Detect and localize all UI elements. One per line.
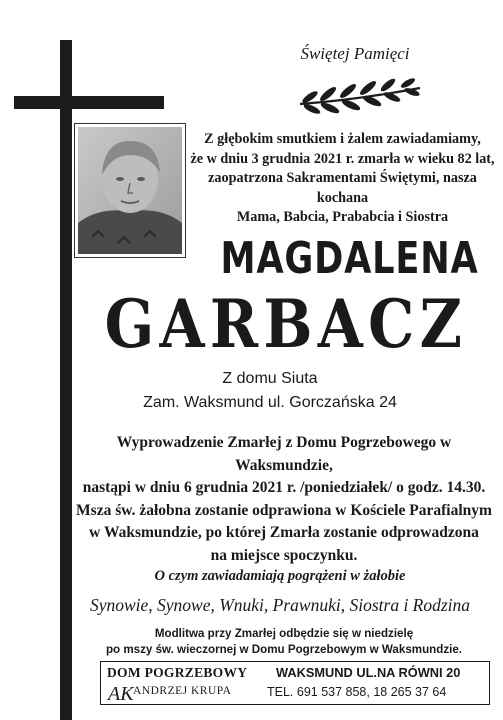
deceased-surname: GARBACZ [104,285,468,363]
funeral-line: w Waksmundzie, po której Zmarła zostanie odprowadzona [89,524,479,541]
cross-icon-arm [14,96,164,109]
deceased-photo [78,127,182,254]
cross-icon [60,40,72,720]
funeral-line: nastąpi w dniu 6 grudnia 2021 r. /poniedziałek/ o godz. 14.30. [82,479,486,496]
residence-address: Zam. Waksmund ul. Gorczańska 24 [143,394,397,411]
announcement-intro [190,130,495,228]
funeral-home-owner: ANDRZEJ KRUPA [133,685,232,697]
intro-line: że w dniu 3 grudnia 2021 r. zmarła w wieku 82 lat, [190,150,495,167]
svg-text:AK: AK [108,683,134,703]
mourners-notice: O czym zawiadamiają pogrążeni w żałobie [154,568,406,584]
intro-line: Z głębokim smutkiem i żalem zawiadamiamy, [204,131,481,147]
deceased-first-name: MAGDALENA [220,233,479,284]
funeral-line: Msza św. żałobna zostanie odprawiona w Kościele Parafialnym [76,501,492,519]
funeral-home-phones: TEL. 691 537 858, 18 265 37 64 [267,685,447,699]
intro-line: zaopatrzona Sakramentami Świętymi, nasza kochana [208,170,477,206]
maiden-name: Z domu Siuta [222,370,318,387]
funeral-line: na miejsce spoczynku. [210,546,358,564]
prayer-line: Modlitwa przy Zmarłej odbędzie się w niedzielę [154,627,414,640]
olive-branch-icon [296,78,424,114]
funeral-line: Wyprowadzenie Zmarłej z Domu Pogrzebowego w Waksmundzie, [116,434,452,474]
funeral-home-box [100,661,490,705]
funeral-home-address: WAKSMUND UL.NA RÓWNI 20 [276,665,461,680]
mourners-family: Synowie, Synowe, Wnuki, Prawnuki, Siostra i Rodzina [89,595,471,615]
deceased-photo-frame [74,123,186,258]
prayer-line: po mszy św. wieczornej w Domu Pogrzebowym w Waksmundzie. [105,643,463,656]
intro-line: Mama, Babcia, Prababcia i Siostra [236,209,449,225]
funeral-home-name: DOM POGRZEBOWY [107,665,248,680]
funeral-details [74,432,494,567]
dedication-heading: Świętej Pamięci [300,44,410,63]
prayer-info [74,626,494,658]
